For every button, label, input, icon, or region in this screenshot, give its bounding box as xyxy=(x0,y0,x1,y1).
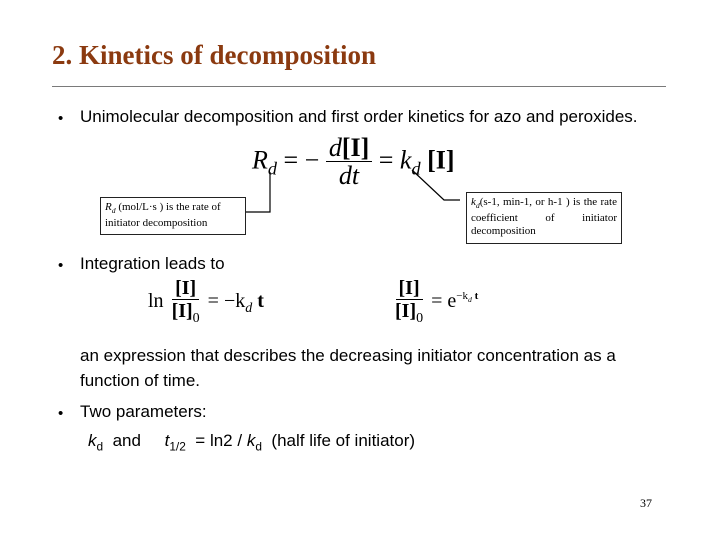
expression-text-line1: an expression that describes the decreasing initiator concentration as a xyxy=(80,346,616,365)
kd-definition-box: $k_d(s-1$, min-1, or h-1 ) is the rate coefficient of initiator decomposition xyxy=(466,192,622,244)
concentration-ratio-fraction: $\frac{[I]}{[I]_0}$ xyxy=(395,277,424,326)
bullet-marker: • xyxy=(58,110,64,127)
rate-equation: $R_d$ = − $\frac{d[I]}{dt}$ = $k_d$ [I] xyxy=(252,133,455,191)
rate-fraction: $\frac{d[I]}{dt}$ xyxy=(326,134,372,191)
left-connector-line xyxy=(246,172,270,212)
bullet-text-two-parameters: Two parameters: xyxy=(80,402,207,421)
bullet-text-integration: Integration leads to xyxy=(80,254,225,273)
rate-symbol: R xyxy=(252,145,268,175)
parameters-line: $k_d$ and $t_{1/2} = \ln 2 / k_d$ (half life of initiator) xyxy=(88,431,416,454)
kd-symbol: k xyxy=(88,431,97,450)
right-connector-line xyxy=(412,170,460,200)
rd-definition-box: $R_d$ (mol/L·s ) is the rate of initiator decomposition xyxy=(100,197,246,235)
expression-text-line2: function of time. xyxy=(80,371,201,390)
page-number: 37 xyxy=(640,496,652,510)
integrated-exp-equation: $\frac{[I]}{[I]_0}$ = $e^{-k_d t}$ xyxy=(392,278,478,326)
bullet-text-unimolecular: Unimolecular decomposition and first order kinetics for azo and peroxides. xyxy=(80,107,638,126)
bullet-marker: • xyxy=(58,405,64,422)
half-life-symbol: t xyxy=(164,431,170,450)
integrated-log-equation: ln $\frac{[I]}{[I]_0}$ = $-k_d$ t xyxy=(148,277,264,326)
concentration-ratio-fraction: $\frac{[I]}{[I]_0}$ xyxy=(171,277,200,326)
bullet-marker: • xyxy=(58,257,64,274)
slide-title: 2. Kinetics of decomposition xyxy=(52,40,376,70)
